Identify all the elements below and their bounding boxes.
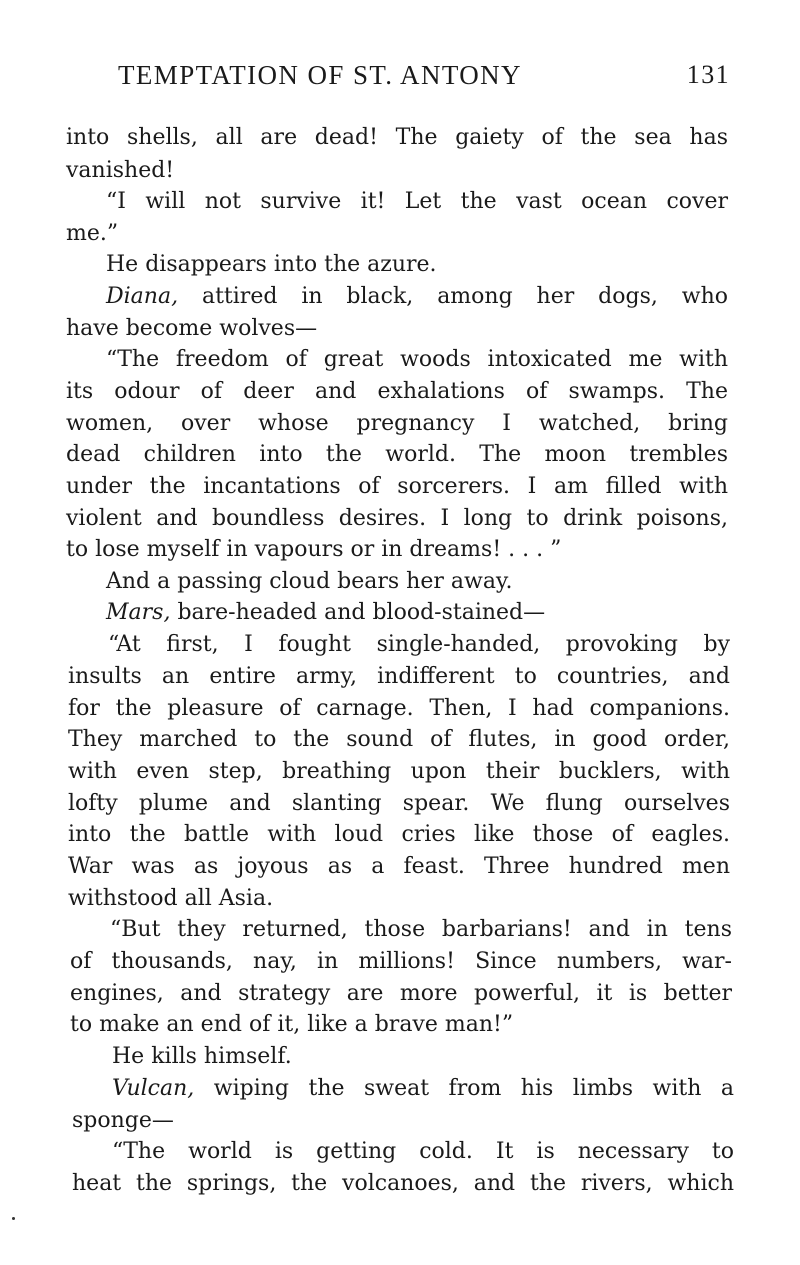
text-line: He kills himself. [112,1044,292,1069]
text-line: “The freedom of great woods intoxicated me with [106,347,728,372]
text-line: dead children into the world. The moon trembles [66,442,728,467]
text-line: vanished! [66,158,175,183]
text-line: And a passing cloud bears her away. [106,569,513,594]
text-run: wiping the sweat from his limbs with a [194,1076,734,1101]
text-line: engines, and strategy are more powerful, it is better [70,981,732,1006]
text-line: have become wolves— [66,316,318,341]
text-line: under the incantations of sorcerers. I am filled with [66,474,728,499]
print-speck [12,1217,15,1220]
text-run: attired in black, among her dogs, who [178,284,728,309]
text-line: heat the springs, the volcanoes, and the rivers, which [72,1171,734,1196]
text-line: women, over whose pregnancy I watched, bring [66,411,728,436]
text-line: insults an entire army, indifferent to countries, and [68,664,730,689]
running-title: TEMPTATION OF ST. ANTONY [118,60,522,90]
text-line: “The world is getting cold. It is necessary to [112,1139,734,1164]
text-line: “At first, I fought single-handed, provoking by [108,632,730,657]
running-head [118,60,730,94]
text-line: “But they returned, those barbarians! and in tens [110,917,732,942]
text-line [106,598,545,628]
text-line [112,1074,734,1104]
text-line: of thousands, nay, in millions! Since numbers, war- [70,949,732,974]
text-line: withstood all Asia. [68,886,274,911]
text-line: with even step, breathing upon their bucklers, with [68,759,730,784]
text-line [106,282,728,312]
text-line: “I will not survive it! Let the vast ocean cover [106,189,728,214]
text-line: They marched to the sound of flutes, in good order, [68,727,730,752]
text-line: its odour of deer and exhalations of swamps. The [66,379,728,404]
text-line: lofty plume and slanting spear. We flung ourselves [68,791,730,816]
text-line: War was as joyous as a feast. Three hundred men [68,854,730,879]
text-line: sponge— [72,1108,174,1133]
text-line: me.” [66,221,119,246]
text-line: violent and boundless desires. I long to drink poisons, [66,506,728,531]
speaker-name: Mars, [106,600,171,625]
text-run: bare-headed and blood-stained— [170,600,546,625]
text-line: to lose myself in vapours or in dreams! . . . ” [66,537,562,562]
text-line: He disappears into the azure. [106,252,437,277]
text-line: into the battle with loud cries like those of eagles. [68,822,730,847]
text-line: into shells, all are dead! The gaiety of the sea has [66,125,728,150]
page-number: 131 [686,60,730,89]
text-line: for the pleasure of carnage. Then, I had companions. [68,696,730,721]
speaker-name: Diana, [106,284,179,309]
text-line: to make an end of it, like a brave man!” [70,1012,514,1037]
speaker-name: Vulcan, [112,1076,195,1101]
